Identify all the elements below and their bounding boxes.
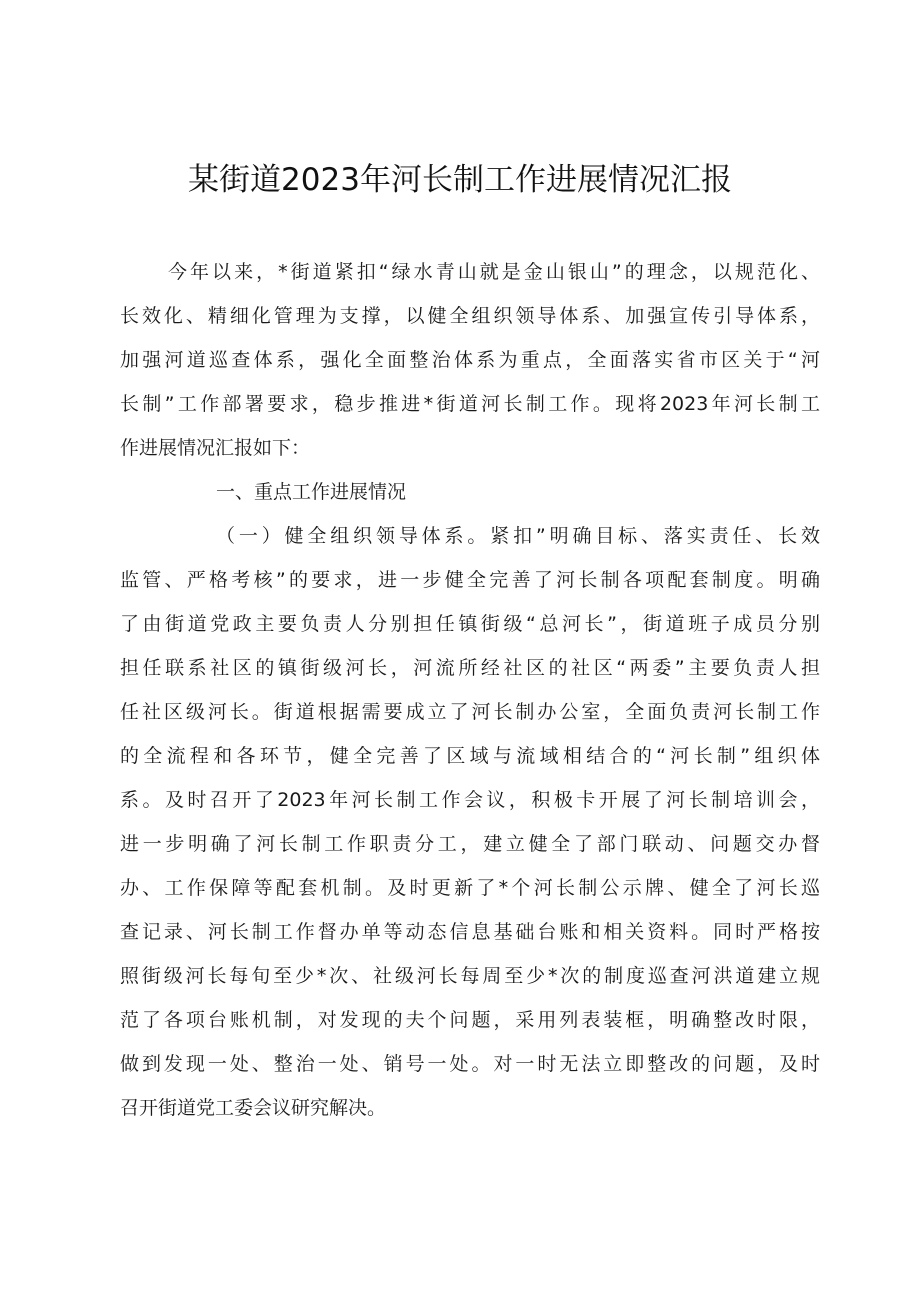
paragraph-line: 系。及时召开了2023年河长制工作会议，积极卡开展了河长制培训会， <box>120 789 820 811</box>
paragraph-line: 办、工作保障等配套机制。及时更新了*个河长制公示牌、健全了河长巡 <box>120 877 820 899</box>
subsection-paragraph <box>120 514 820 1130</box>
paragraph-line: 长效化、精细化管理为支撑，以健全组织领导体系、加强宣传引导体系， <box>120 305 820 327</box>
paragraph-line: 监管、严格考核”的要求，进一步健全完善了河长制各项配套制度。明确 <box>120 569 820 591</box>
paragraph-line: 召开街道党工委会议研究解决。 <box>120 1097 387 1119</box>
paragraph-line: 加强河道巡查体系，强化全面整治体系为重点，全面落实省市区关于“河 <box>120 349 820 371</box>
paragraph-line: 照街级河长每旬至少*次、社级河长每周至少*次的制度巡查河洪道建立规 <box>120 965 820 987</box>
paragraph-line: 长制”工作部署要求，稳步推进*街道河长制工作。现将2023年河长制工 <box>120 393 820 415</box>
paragraph-line: 查记录、河长制工作督办单等动态信息基础台账和相关资料。同时严格按 <box>120 921 820 943</box>
paragraph-line: 的全流程和各环节，健全完善了区域与流域相结合的“河长制”组织体 <box>120 745 820 767</box>
document-title: 某街道2023年河长制工作进展情况汇报 <box>188 162 732 198</box>
intro-paragraph <box>120 250 820 470</box>
paragraph-line: 进一步明确了河长制工作职责分工，建立健全了部门联动、问题交办督 <box>120 833 820 855</box>
paragraph-line: 担任联系社区的镇街级河长，河流所经社区的社区“两委”主要负责人担 <box>120 657 820 679</box>
section-heading: 一、重点工作进展情况 <box>216 481 407 503</box>
paragraph-line: 任社区级河长。街道根据需要成立了河长制办公室，全面负责河长制工作 <box>120 701 820 723</box>
paragraph-line: 做到发现一处、整治一处、销号一处。对一时无法立即整改的问题，及时 <box>120 1053 820 1075</box>
paragraph-line: 今年以来，*街道紧扣“绿水青山就是金山银山”的理念，以规范化、 <box>168 261 820 283</box>
paragraph-line: 了由街道党政主要负责人分别担任镇街级“总河长”，街道班子成员分别 <box>120 613 820 635</box>
document-body <box>120 250 820 1130</box>
paragraph-line: 范了各项台账机制，对发现的夫个问题，采用列表装框，明确整改时限， <box>120 1009 820 1031</box>
paragraph-line: （一）健全组织领导体系。紧扣”明确目标、落实责任、长效 <box>216 525 820 547</box>
paragraph-line: 作进展情况汇报如下： <box>120 437 311 459</box>
